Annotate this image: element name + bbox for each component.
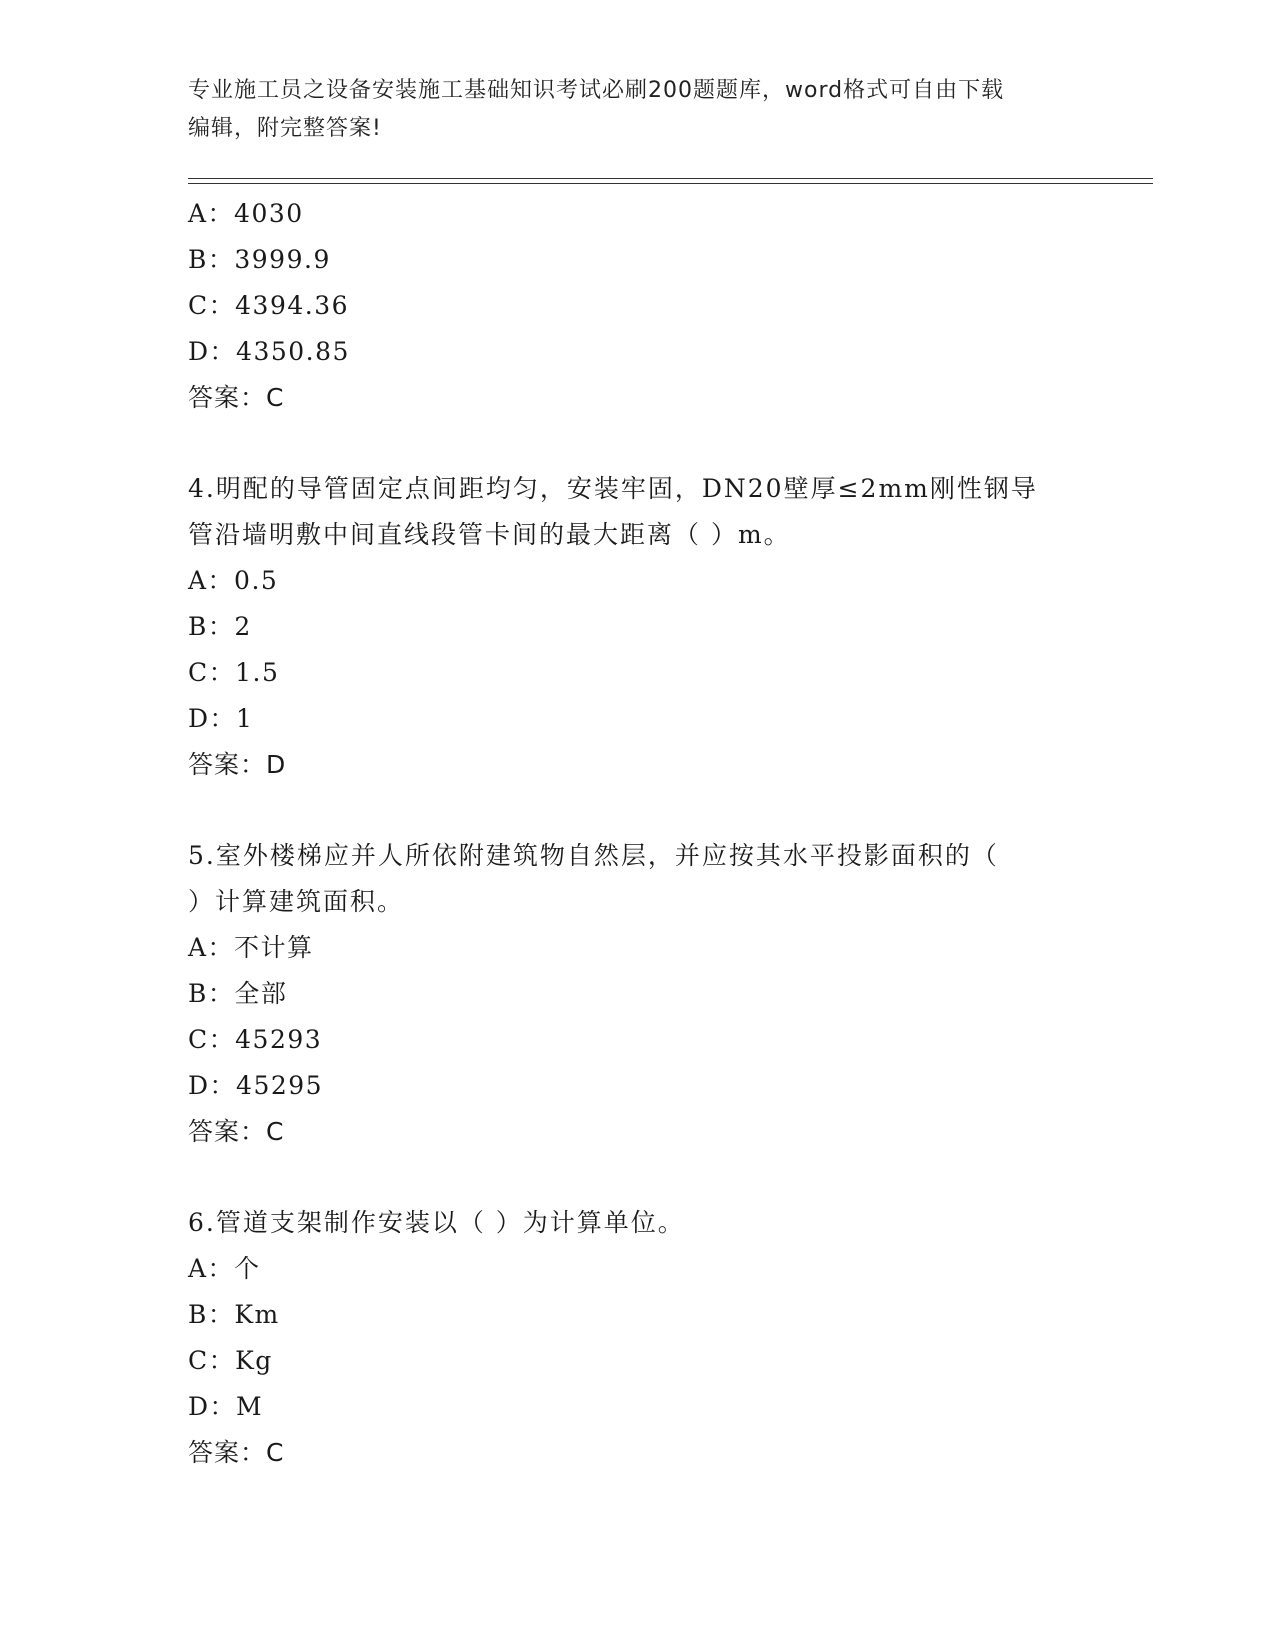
option-a: A：不计算 (188, 933, 314, 962)
spacer (188, 421, 1088, 466)
question-text (188, 466, 1068, 558)
question-text-line-1: 6.管道支架制作安装以（ ）为计算单位。 (188, 1208, 685, 1237)
option-a: A：0.5 (188, 566, 279, 595)
option-c: C：4394.36 (188, 291, 350, 320)
option-c: C：1.5 (188, 658, 280, 687)
answer-line: 答案：C (188, 1117, 285, 1146)
option-d: D：1 (188, 704, 254, 733)
option-c: C：45293 (188, 1025, 323, 1054)
answer-line: 答案：C (188, 383, 285, 412)
question-5 (188, 833, 1088, 1155)
option-c: C：Kg (188, 1346, 273, 1375)
question-text-line-1: 4.明配的导管固定点间距均匀，安装牢固，DN20壁厚≤2mm刚性钢导 (188, 474, 1038, 503)
option-b: B：Km (188, 1300, 280, 1329)
spacer (188, 1155, 1088, 1200)
question-text (188, 833, 1068, 925)
spacer (188, 788, 1088, 833)
option-a: A：个 (188, 1254, 261, 1283)
question-4 (188, 466, 1088, 788)
header-divider-bottom (188, 183, 1153, 184)
answer-line: 答案：D (188, 750, 287, 779)
question-text-line-1: 5.室外楼梯应并人所依附建筑物自然层，并应按其水平投影面积的（ (188, 841, 999, 870)
option-b: B：3999.9 (188, 245, 331, 274)
question-6 (188, 1200, 1088, 1476)
question-list (188, 191, 1088, 1476)
question-3 (188, 191, 1088, 421)
header-line-2: 编辑，附完整答案! (188, 116, 382, 141)
document-header (188, 72, 1088, 148)
option-b: B：全部 (188, 979, 288, 1008)
option-d: D：45295 (188, 1071, 324, 1100)
question-text-line-2: ）计算建筑面积。 (188, 887, 405, 916)
question-text-line-2: 管沿墙明敷中间直线段管卡间的最大距离（ ）m。 (188, 520, 791, 549)
header-divider-top (188, 178, 1153, 179)
header-line-1: 专业施工员之设备安装施工基础知识考试必刷200题题库，word格式可自由下载 (188, 78, 1005, 103)
answer-line: 答案：C (188, 1438, 285, 1467)
option-b: B：2 (188, 612, 252, 641)
option-a: A：4030 (188, 199, 304, 228)
question-text (188, 1200, 1068, 1246)
option-d: D：M (188, 1392, 264, 1421)
option-d: D：4350.85 (188, 337, 350, 366)
